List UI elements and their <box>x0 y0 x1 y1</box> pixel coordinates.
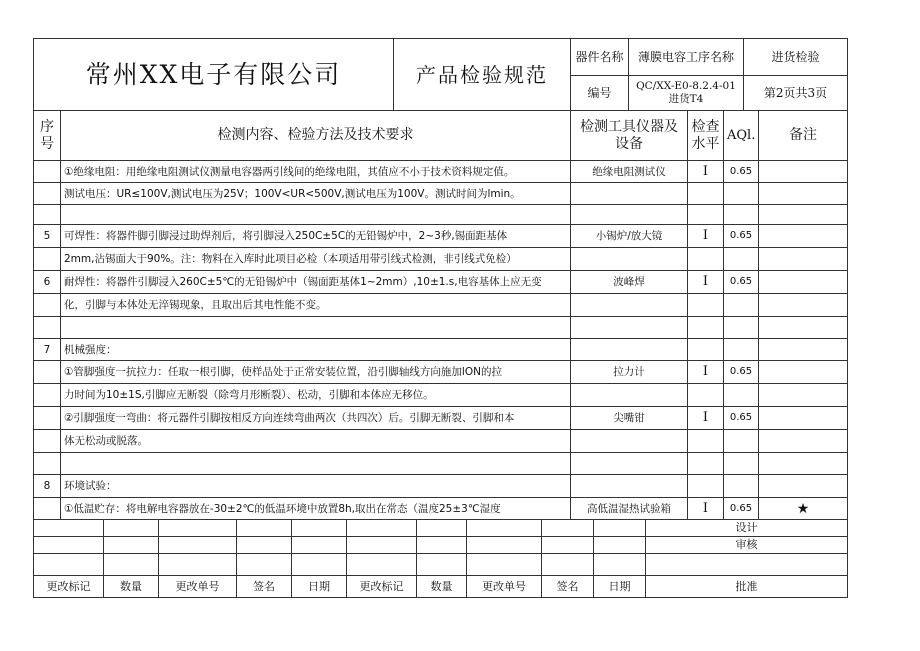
row-seq <box>34 384 61 407</box>
row-remark <box>759 294 848 317</box>
quantity-label-2: 数量 <box>417 576 467 598</box>
row-remark <box>759 161 848 183</box>
row-seq <box>34 183 61 205</box>
row-level: I <box>688 361 724 384</box>
table-row <box>34 205 848 225</box>
company-name: 常州XX电子有限公司 <box>34 39 394 111</box>
row-level <box>688 294 724 317</box>
table-row <box>34 225 848 248</box>
review-label: 审核 <box>646 537 848 554</box>
row-seq: 7 <box>34 339 61 361</box>
signature-label-2: 签名 <box>542 576 594 598</box>
col-remark: 备注 <box>759 111 848 161</box>
inspection-table <box>33 110 848 520</box>
row-content <box>61 205 571 225</box>
col-seq: 序号 <box>34 111 61 161</box>
row-level <box>688 453 724 475</box>
row-tool: 绝缘电阻测试仪 <box>571 161 688 183</box>
row-seq <box>34 161 61 183</box>
table-row <box>34 271 848 294</box>
part-process-cell <box>629 39 744 76</box>
row-content: ①管脚强度一抗拉力：任取一根引脚，使样品处于正常安装位置，沿引脚轴线方向施加lON的拉 <box>61 361 571 384</box>
row-level <box>688 248 724 271</box>
table-row <box>34 384 848 407</box>
row-tool: 拉力计 <box>571 361 688 384</box>
row-aql: 0.65 <box>724 271 759 294</box>
row-content: 环境试验： <box>61 475 571 498</box>
table-row <box>34 430 848 453</box>
row-level: I <box>688 225 724 248</box>
row-seq <box>34 317 61 339</box>
row-seq: 8 <box>34 475 61 498</box>
table-row <box>34 407 848 430</box>
header-table <box>33 38 848 111</box>
row-level <box>688 430 724 453</box>
approve-label: 批准 <box>646 576 848 598</box>
row-aql: 0.65 <box>724 498 759 520</box>
col-tools: 检测工具仪器及设备 <box>571 111 688 161</box>
row-aql <box>724 205 759 225</box>
row-content: 可焊性：将器件脚引脚浸过助焊剂后，将引脚浸入250C±5C的无铅锡炉中，2~3秒,锡面距基体 <box>61 225 571 248</box>
row-level <box>688 183 724 205</box>
inspection-spec-sheet <box>33 38 847 598</box>
row-remark <box>759 339 848 361</box>
change-mark-label: 更改标记 <box>34 576 104 598</box>
row-aql <box>724 294 759 317</box>
table-row <box>34 339 848 361</box>
row-remark <box>759 453 848 475</box>
row-tool <box>571 317 688 339</box>
design-label: 设计 <box>646 520 848 537</box>
row-level <box>688 384 724 407</box>
table-row <box>34 475 848 498</box>
row-tool <box>571 430 688 453</box>
row-tool <box>571 294 688 317</box>
row-aql <box>724 183 759 205</box>
row-content: ①绝缘电阻：用绝缘电阻测试仪测量电容器两引线间的绝缘电阻，其值应不小于技术资料规定值。 <box>61 161 571 183</box>
row-seq: 5 <box>34 225 61 248</box>
change-no-label: 更改单号 <box>159 576 237 598</box>
change-no-label-2: 更改单号 <box>467 576 542 598</box>
row-remark <box>759 317 848 339</box>
row-aql: 0.65 <box>724 225 759 248</box>
row-content: 化，引脚与本体处无淬锡现象，且取出后其电性能不变。 <box>61 294 571 317</box>
row-content: 2mm,沾锡面大于90%。注：物料在入库时此项目必检（本项适用带引线式检测，非引线式免检） <box>61 248 571 271</box>
row-tool: 高低温湿热试验箱 <box>571 498 688 520</box>
row-content <box>61 453 571 475</box>
row-content: 力时间为10±1S,引脚应无断裂（除弯月形断裂）、松动，引脚和本体应无移位。 <box>61 384 571 407</box>
row-level: I <box>688 161 724 183</box>
row-tool <box>571 248 688 271</box>
row-seq <box>34 407 61 430</box>
table-row <box>34 161 848 183</box>
row-remark <box>759 225 848 248</box>
number-value: QC/XX-E0-8.2.4-01进货T4 <box>629 76 744 111</box>
row-seq <box>34 248 61 271</box>
inspection-rows <box>34 161 848 520</box>
row-tool <box>571 205 688 225</box>
row-aql <box>724 339 759 361</box>
signature-label: 签名 <box>237 576 292 598</box>
table-row <box>34 183 848 205</box>
part-name-label: 器件名称 <box>571 39 629 76</box>
col-aql: AQl. <box>724 111 759 161</box>
row-aql <box>724 384 759 407</box>
table-row <box>34 248 848 271</box>
row-remark <box>759 475 848 498</box>
row-level <box>688 339 724 361</box>
row-content: 机械强度： <box>61 339 571 361</box>
process-name-value: 进货检验 <box>744 39 848 76</box>
table-row <box>34 317 848 339</box>
row-content: ②引脚强度一弯曲：将元器件引脚按相反方向连续弯曲两次（共四次）后。引脚无断裂、引脚和本 <box>61 407 571 430</box>
row-tool <box>571 183 688 205</box>
table-row <box>34 453 848 475</box>
date-label: 日期 <box>292 576 347 598</box>
change-mark-label-2: 更改标记 <box>347 576 417 598</box>
row-remark <box>759 430 848 453</box>
row-tool <box>571 384 688 407</box>
row-remark <box>759 183 848 205</box>
table-row <box>34 294 848 317</box>
column-header-row <box>34 111 848 161</box>
row-content: 耐焊性：将器件引脚浸入260C±5℃的无铅锡炉中（锡面距基体1~2mm）,10±1.s,电容基体上应无变 <box>61 271 571 294</box>
row-seq <box>34 205 61 225</box>
date-label-2: 日期 <box>594 576 646 598</box>
row-remark <box>759 248 848 271</box>
row-content: ①低温贮存：将电解电容器放在-30±2℃的低温环境中放置8h,取出在常态（温度25±3℃湿度 <box>61 498 571 520</box>
row-remark <box>759 361 848 384</box>
row-seq <box>34 361 61 384</box>
row-tool <box>571 475 688 498</box>
row-tool: 尖嘴钳 <box>571 407 688 430</box>
number-label: 编号 <box>571 76 629 111</box>
row-remark <box>759 205 848 225</box>
row-aql: 0.65 <box>724 407 759 430</box>
row-seq: 6 <box>34 271 61 294</box>
row-seq <box>34 453 61 475</box>
row-content: 测试电压：UR≤100V,测试电压为25V；100V<UR<500V,测试电压为100V。测试时间为lmin。 <box>61 183 571 205</box>
row-seq <box>34 294 61 317</box>
row-tool: 小锡炉/放大镜 <box>571 225 688 248</box>
row-aql: 0.65 <box>724 161 759 183</box>
process-name-label: 工序名称 <box>686 50 735 64</box>
row-aql <box>724 475 759 498</box>
row-tool <box>571 453 688 475</box>
part-name-value: 薄膜电容 <box>637 50 686 64</box>
row-remark <box>759 271 848 294</box>
row-aql <box>724 317 759 339</box>
row-seq <box>34 498 61 520</box>
row-level <box>688 205 724 225</box>
col-content: 检测内容、检验方法及技术要求 <box>61 111 571 161</box>
row-level <box>688 317 724 339</box>
row-level: I <box>688 498 724 520</box>
row-tool <box>571 339 688 361</box>
page-info: 第2页共3页 <box>744 76 848 111</box>
row-tool: 波峰焊 <box>571 271 688 294</box>
footer-table <box>33 519 848 598</box>
row-aql: 0.65 <box>724 361 759 384</box>
row-level: I <box>688 407 724 430</box>
row-aql <box>724 248 759 271</box>
row-remark <box>759 384 848 407</box>
row-aql <box>724 430 759 453</box>
row-level <box>688 475 724 498</box>
row-content: 体无松动或脱落。 <box>61 430 571 453</box>
col-level: 检查水平 <box>688 111 724 161</box>
table-row <box>34 498 848 520</box>
row-content <box>61 317 571 339</box>
document-title: 产品检验规范 <box>394 39 571 111</box>
change-log-row <box>34 576 848 598</box>
row-remark <box>759 407 848 430</box>
row-seq <box>34 430 61 453</box>
table-row <box>34 361 848 384</box>
quantity-label: 数量 <box>104 576 159 598</box>
row-level: I <box>688 271 724 294</box>
row-remark: ★ <box>759 498 848 520</box>
row-aql <box>724 453 759 475</box>
